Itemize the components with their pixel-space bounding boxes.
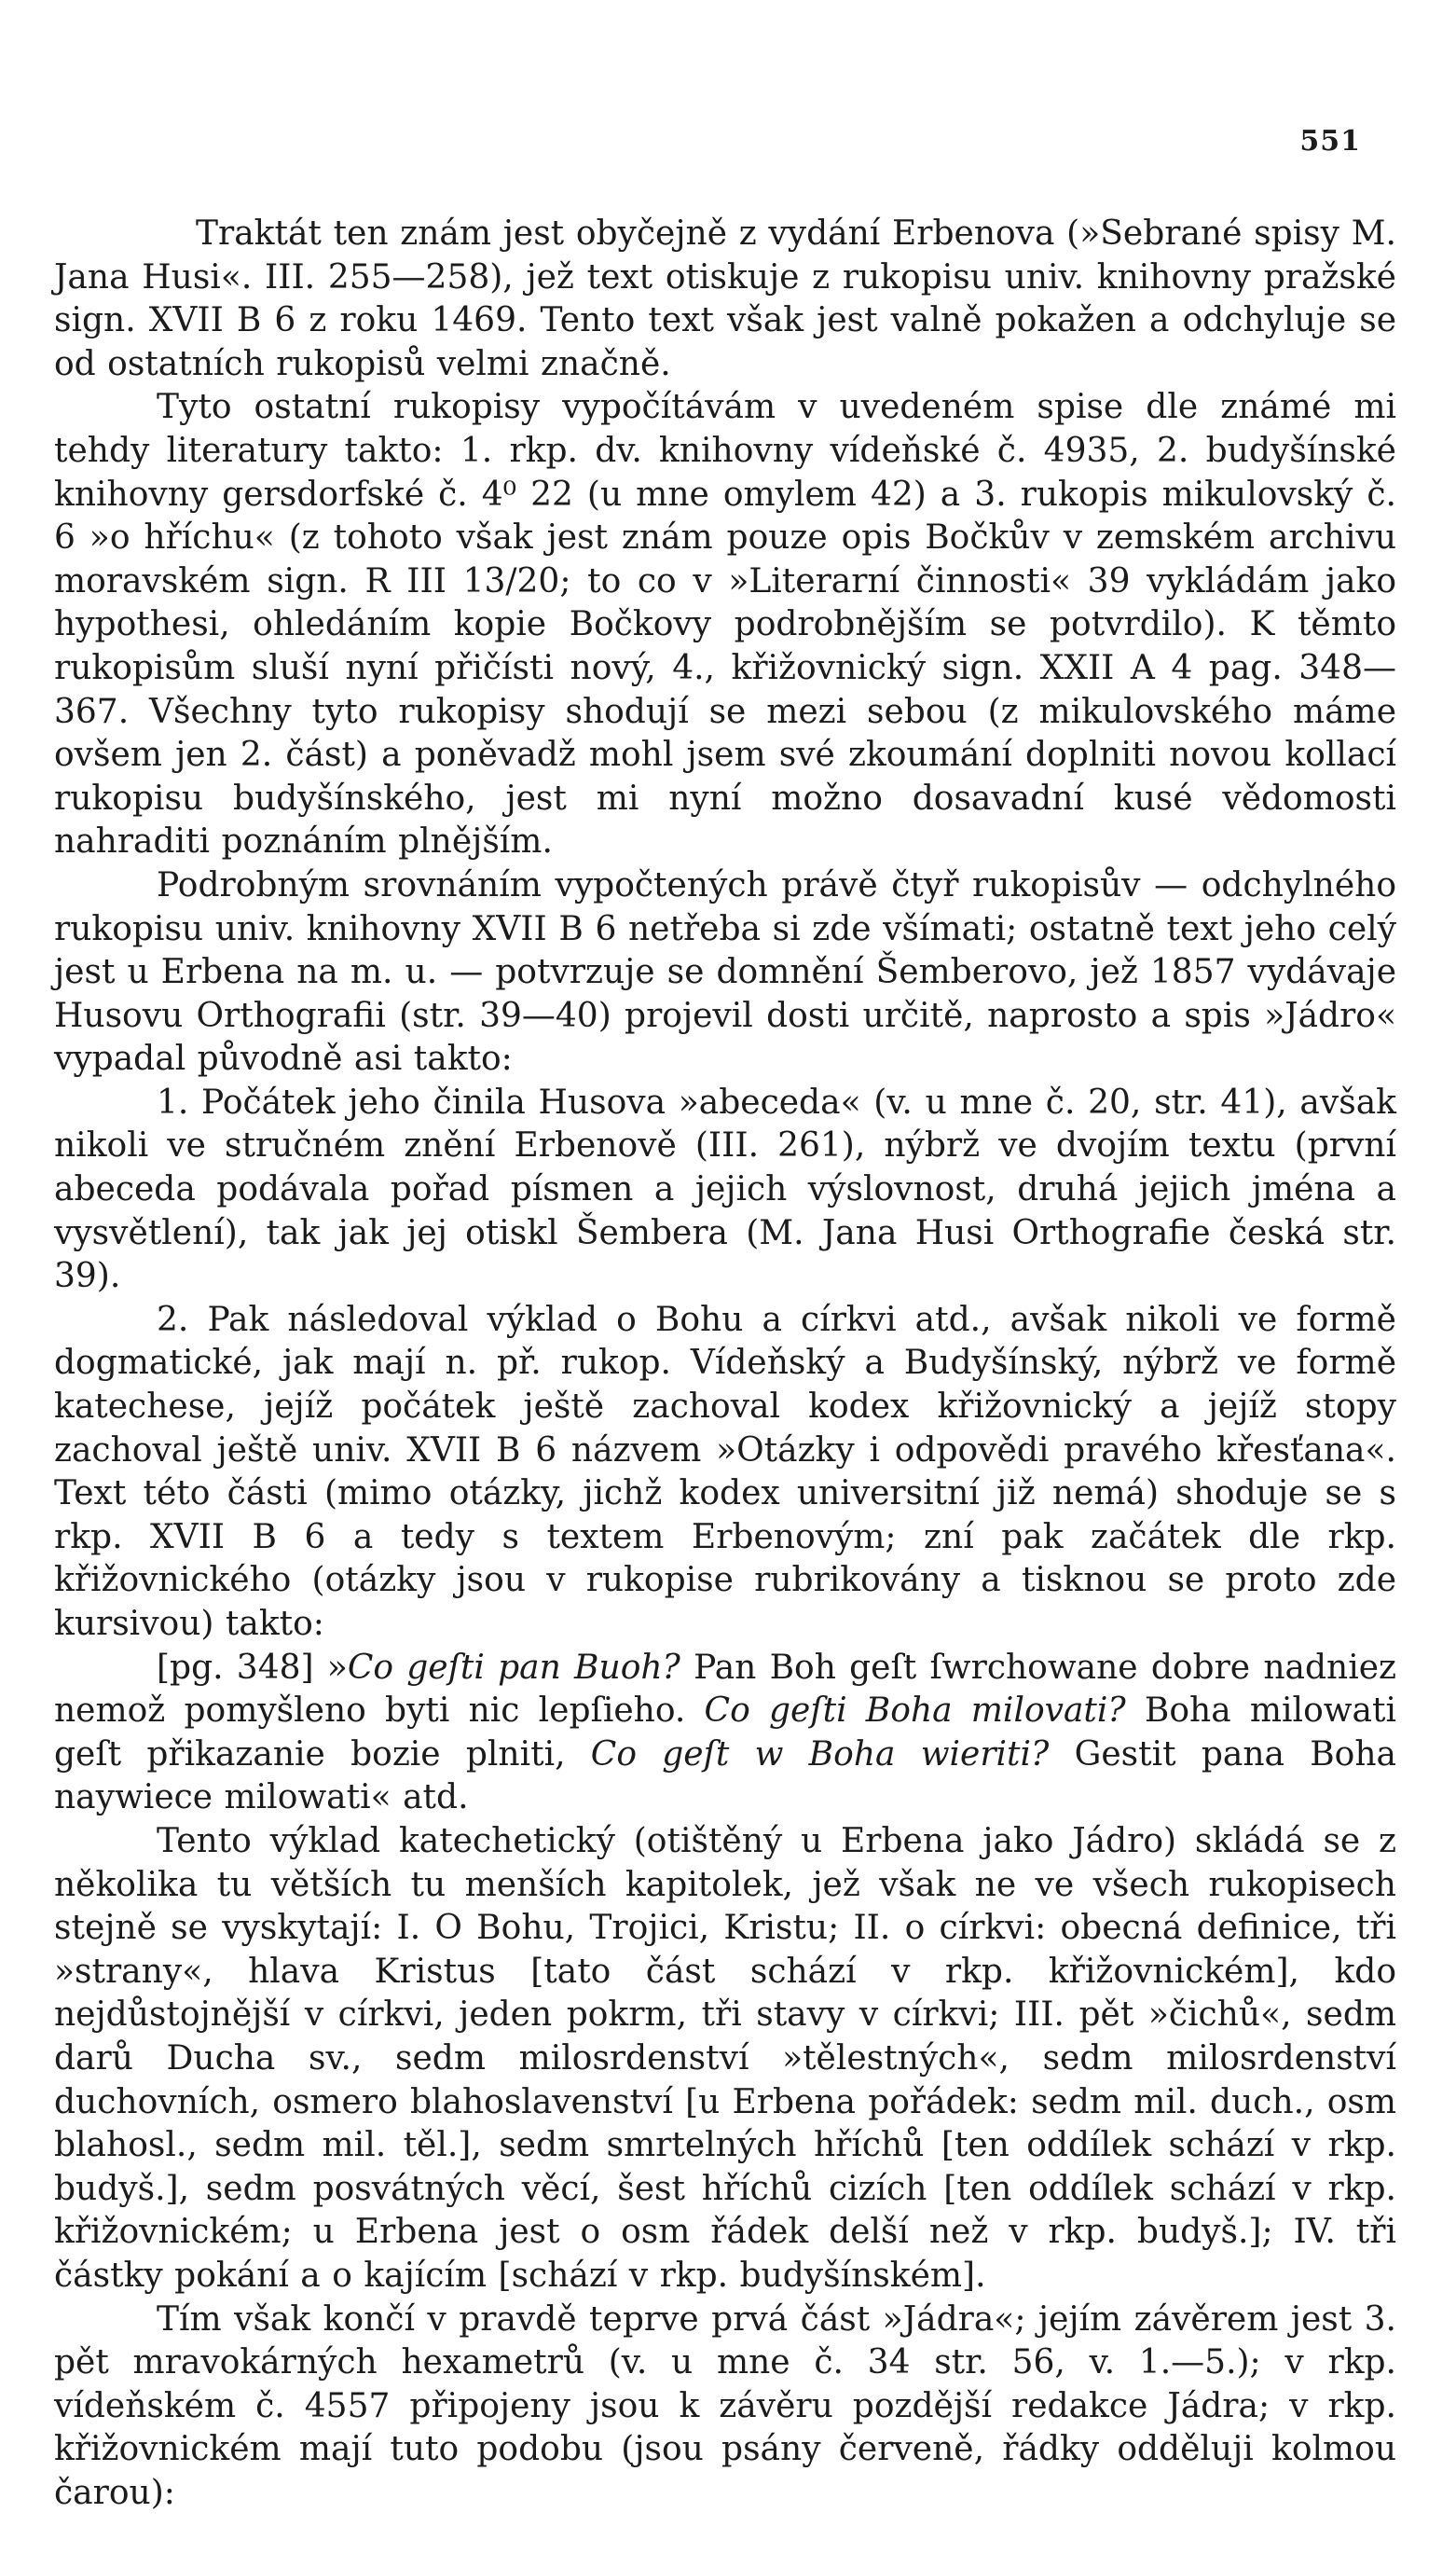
quote-text-2: Pan Boh geſt ſwrchowane dobre nadniez nemož pomyšleno byti nic lepſieho. — [54, 1648, 1396, 1731]
paragraph-point-1: 1. Počátek jeho činila Husova »abeceda« (v. u mne č. 20, str. 41), avšak nikoli ve stručném znění Erbenově (III. 261), nýbrž ve dvojím textu (první abeceda podávala pořad písmen a jejich výslovnost, druhá jejich jména a vysvětlení), tak jak jej otiskl Šembera (M. Jana Husi Orthografie česká str. 39). — [54, 1083, 1396, 1296]
quote-question-1: Co geſti pan Buoh? — [347, 1648, 680, 1687]
body-text — [54, 213, 1396, 2515]
paragraph-point-2: 2. Pak následoval výklad o Bohu a církvi atd., avšak nikoli ve formě dogmatické, jak mají n. př. rukop. Vídeňský a Budyšínský, nýbrž ve formě katechese, jejíž počátek ještě zachoval kodex křižovnický a jejíž stopy zachoval ještě univ. XVII B 6 názvem »Otázky i odpovědi pravého křesťana«. Text této části (mimo otázky, jichž kodex universitní již nemá) shoduje se s rkp. XVII B 6 a tedy s textem Erbenovým; zní pak začátek dle rkp. křižovnického (otázky jsou v rukopise rubrikovány a tisknou se proto zde kursivou) takto: — [54, 1300, 1396, 1643]
paragraph-comparison: Podrobným srovnáním vypočtených právě čtyř rukopisův — odchylného rukopisu univ. knihovny XVII B 6 netřeba si zde všímati; ostatně text jeho celý jest u Erbena na m. u. — potvrzuje se domnění Šemberovo, jež 1857 vydávaje Husovu Orthografii (str. 39—40) projevil dosti určitě, naprosto a spis »Jádro« vypadal původně asi takto: — [54, 865, 1396, 1079]
quote-text-3: Boha milowati geſt přikazanie bozie plniti, — [54, 1691, 1396, 1774]
paragraph-chapters: Tento výklad katechetický (otištěný u Erbena jako Jádro) skládá se z několika tu větších tu menších kapitolek, jež však ne ve všech rukopisech stejně se vyskytají: I. O Bohu, Trojici, Kristu; II. o církvi: obecná definice, tři »strany«, hlava Kristus [tato část schází v rkp. křižovnickém], kdo nejdůstojnější v církvi, jeden pokrm, tři stavy v církvi; III. pět »čichů«, sedm darů Ducha sv., sedm milosrdenství »tělestných«, sedm milosrdenství duchovních, osmero blahoslavenství [u Erbena pořádek: sedm mil. duch., osm blahosl., sedm mil. těl.], sedm smrtelných hříchů [ten oddílek schází v rkp. budyš.], sedm posvátných věcí, šest hříchů cizích [ten oddílek schází v rkp. křižovnickém; u Erbena jest o osm řádek delší než v rkp. budyš.]; IV. tři částky pokání a o kajícím [schází v rkp. budyšínském]. — [54, 1821, 1396, 2295]
paragraph-hexameters: Tím však končí v pravdě teprve prvá část »Jádra«; jejím závěrem jest 3. pět mravokárných hexametrů (v. u mne č. 34 str. 56, v. 1.—5.); v rkp. vídeňském č. 4557 připojeny jsou k závěru pozdější redakce Jádra; v rkp. křižovnickém mají tuto podobu (jsou psány červeně, řádky odděluji kolmou čarou): — [54, 2299, 1396, 2512]
quote-question-2: Co geſti Boha milovati? — [704, 1691, 1126, 1731]
paragraph-manuscripts: Tyto ostatní rukopisy vypočítávám v uvedeném spise dle známé mi tehdy literatury takto: 1. rkp. dv. knihovny vídeňské č. 4935, 2. budyšínské knihovny gersdorfské č. 4⁰ 22 (u mne omylem 42) a 3. rukopis mikulovský č. 6 »o hříchu« (z tohoto však jest znám pouze opis Bočkův v zemském archivu moravském sign. R III 13/20; to co v »Literarní činnosti« 39 vykládám jako hypothesi, ohledáním kopie Bočkovy podrobnějším se potvrdilo). K těmto rukopisům sluší nyní přičísti nový, 4., křižovnický sign. XXII A 4 pag. 348—367. Všechny tyto rukopisy shodují se mezi sebou (z mikulovského máme ovšem jen 2. část) a poněvadž mohl jsem své zkoumání doplniti novou kollací rukopisu budyšínského, jest mi nyní možno dosavadní kusé vědomosti nahraditi poznáním plnějším. — [54, 388, 1396, 862]
quoted-catechism — [54, 1647, 1396, 1820]
quote-text-4: Gestit pana Boha naywiece milowati« atd. — [54, 1734, 1396, 1817]
quote-question-3: Co geſt w Boha wieriti? — [590, 1734, 1050, 1774]
paragraph-editions: Traktát ten znám jest obyčejně z vydání Erbenova (»Sebrané spisy M. Jana Husi«. III. 255—258), jež text otiskuje z rukopisu univ. knihovny pražské sign. XVII B 6 z roku 1469. Tento text však jest valně pokažen a odchyluje se od ostatních rukopisů velmi značně. — [54, 214, 1396, 383]
page-number: 551 — [1299, 125, 1361, 158]
quote-text-1: [pg. 348] » — [157, 1648, 348, 1687]
